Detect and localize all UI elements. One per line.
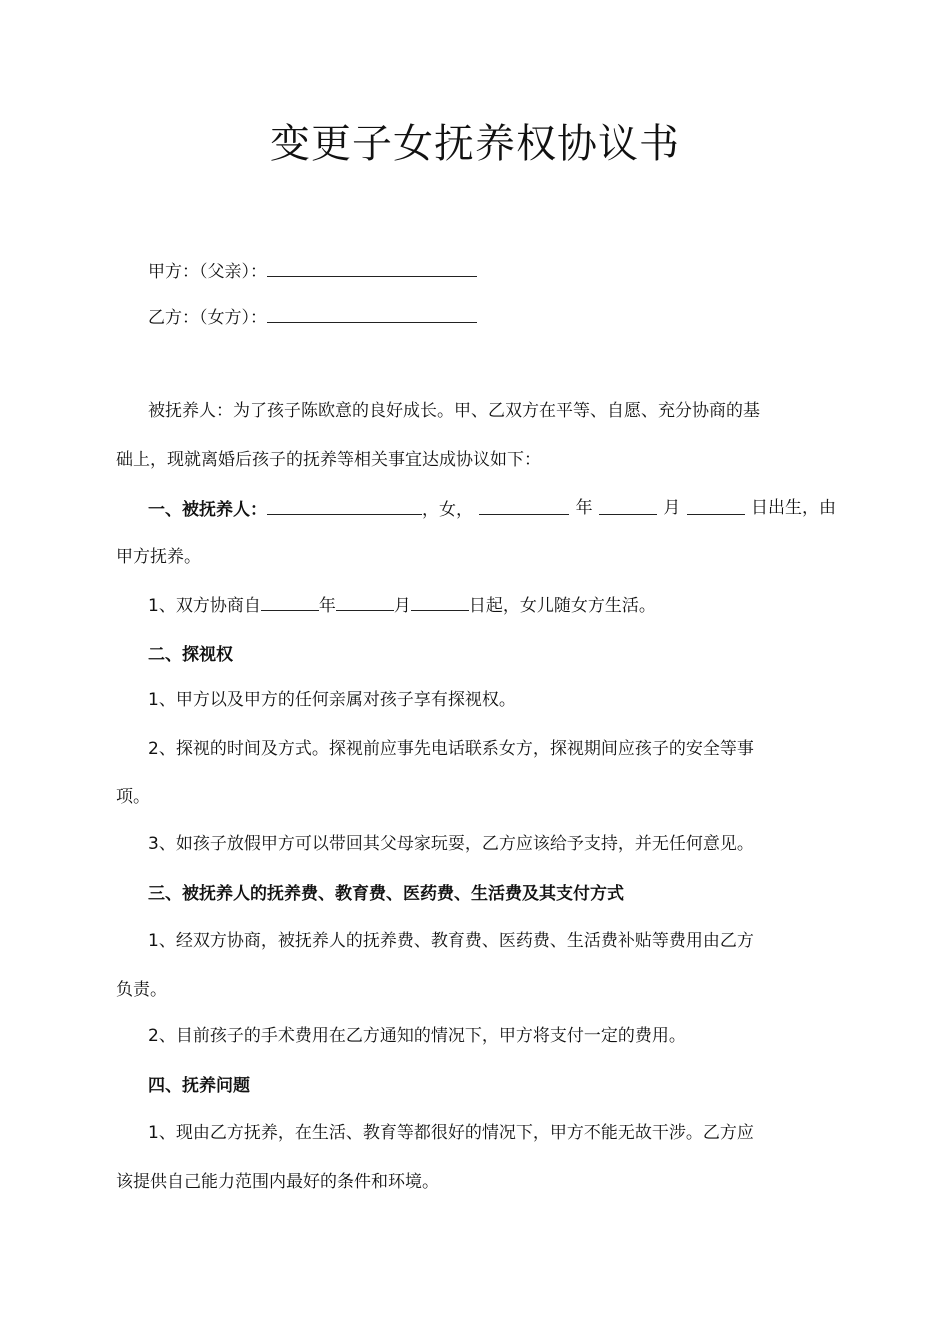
birth-suffix-text: 日出生，由: [750, 498, 836, 518]
section1-heading: 一、被抚养人：: [148, 500, 267, 520]
birth-year-blank[interactable]: [479, 496, 569, 515]
section1-item-1: [148, 592, 836, 618]
party-b-label: 乙方：（女方）：: [148, 308, 267, 328]
section4-item-1-line-1: 1、现由乙方抚养，在生活、教育等都很好的情况下，甲方不能无故干涉。乙方应: [148, 1123, 754, 1143]
start-month-blank[interactable]: [336, 592, 394, 611]
section2-item-2-line-1: 2、探视的时间及方式。探视前应事先电话联系女方，探视期间应孩子的安全等事: [148, 739, 754, 759]
party-a-label: 甲方：（父亲）：: [148, 262, 267, 282]
section3-item-1-line-1: 1、经双方协商，被抚养人的抚养费、教育费、医药费、生活费补贴等费用由乙方: [148, 931, 754, 951]
birth-year-label: 年: [575, 498, 593, 518]
birth-month-label: 月: [663, 498, 681, 518]
child-name-blank[interactable]: [267, 496, 422, 515]
intro-line-1: 被抚养人：为了孩子陈欧意的良好成长。甲、乙双方在平等、自愿、充分协商的基: [148, 401, 760, 421]
section3-item-2: 2、目前孩子的手术费用在乙方通知的情况下，甲方将支付一定的费用。: [148, 1026, 686, 1046]
section3-item-1-line-2: 负责。: [116, 980, 167, 1000]
start-year-label: 年: [318, 596, 336, 616]
section2-item-3: 3、如孩子放假甲方可以带回其父母家玩耍，乙方应该给予支持，并无任何意见。: [148, 834, 754, 854]
item1-prefix: 1、双方协商自: [148, 596, 261, 616]
section2-item-2-line-2: 项。: [116, 787, 150, 807]
birth-day-blank[interactable]: [687, 496, 745, 515]
section4-item-1-line-2: 该提供自己能力范围内最好的条件和环境。: [116, 1172, 439, 1192]
intro-line-2: 础上，现就离婚后孩子的抚养等相关事宜达成协议如下：: [116, 450, 541, 470]
section3-heading: 三、被抚养人的抚养费、教育费、医药费、生活费及其支付方式: [148, 884, 624, 904]
party-a-line: [148, 258, 836, 284]
party-a-blank[interactable]: [267, 258, 477, 277]
gender-text: ，女，: [422, 500, 473, 520]
section4-heading: 四、抚养问题: [148, 1076, 250, 1096]
item1-suffix: 日起，女儿随女方生活。: [468, 596, 656, 616]
section1-line-1: [148, 496, 836, 522]
party-b-line: [148, 304, 836, 330]
section2-item-1: 1、甲方以及甲方的任何亲属对孩子享有探视权。: [148, 690, 516, 710]
birth-month-blank[interactable]: [599, 496, 657, 515]
document-title: 变更子女抚养权协议书: [270, 121, 680, 167]
party-b-blank[interactable]: [267, 304, 477, 323]
start-day-blank[interactable]: [411, 592, 469, 611]
start-year-blank[interactable]: [261, 592, 319, 611]
section2-heading: 二、探视权: [148, 645, 233, 665]
start-month-label: 月: [393, 596, 411, 616]
section1-line-2: 甲方抚养。: [116, 547, 201, 567]
